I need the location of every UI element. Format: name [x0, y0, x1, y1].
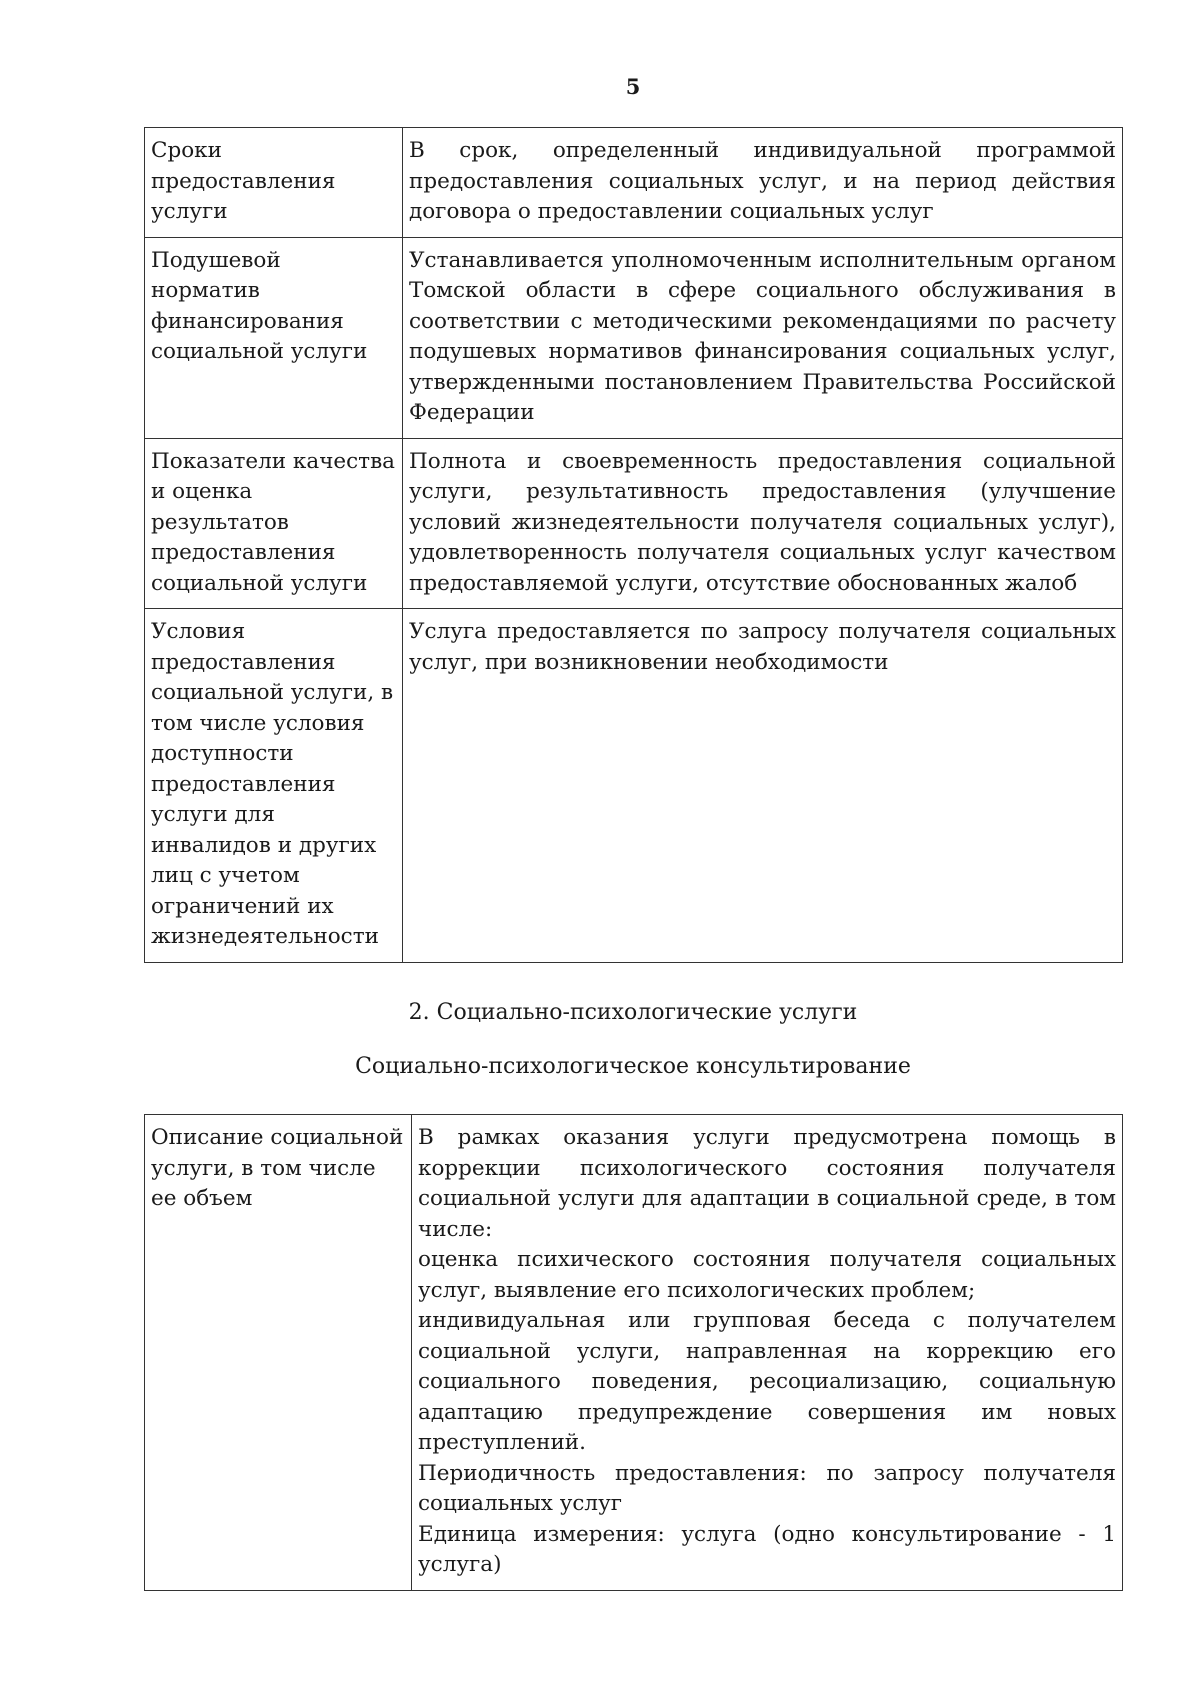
- value-paragraph: Полнота и своевременность предоставления социальной услуги, результативность предоставления (улучшение условий жизнедеятельности получателя социальных услуг), удовлетворенность получателя социальных услуг качеством предоставляемой услуги, отсутствие обоснованных жалоб: [409, 448, 1116, 596]
- value-paragraph: В срок, определенный индивидуальной программой предоставления социальных услуг, и на период действия договора о предоставлении социальных услуг: [409, 138, 1116, 224]
- service-description-table: [144, 1114, 1123, 1591]
- row-value: [403, 128, 1123, 238]
- value-paragraph: индивидуальная или групповая беседа с получателем социальной услуги, направленная на коррекцию его социального поведения, ресоциализацию, социальную адаптацию предупреждение совершения им новых преступлений.: [418, 1308, 1116, 1455]
- row-label: Подушевой норматив финансирования социальной услуги: [145, 237, 403, 438]
- table-row: [145, 609, 1123, 963]
- row-value: [403, 438, 1123, 609]
- value-paragraph: Устанавливается уполномоченным исполнительным органом Томской области в сфере социального обслуживания в соответствии с методическими рекомендациями по расчету подушевых нормативов финансирования социальных услуг, утвержденными постановлением Правительства Российской Федерации: [409, 247, 1116, 425]
- table-row: [145, 237, 1123, 438]
- value-paragraph: Услуга предоставляется по запросу получателя социальных услуг, при возникновении необходимости: [409, 619, 1116, 675]
- table-row: [145, 438, 1123, 609]
- row-value: [403, 609, 1123, 963]
- row-value: [412, 1115, 1123, 1591]
- row-value: [403, 237, 1123, 438]
- value-paragraph: оценка психического состояния получателя социальных услуг, выявление его психологических проблем;: [418, 1247, 1116, 1303]
- row-label: Описание социальной услуги, в том числе ее объем: [145, 1115, 412, 1591]
- service-conditions-table: [144, 127, 1123, 963]
- row-label: Сроки предоставления услуги: [145, 128, 403, 238]
- value-paragraph: Единица измерения: услуга (одно консультирование - 1 услуга): [418, 1521, 1116, 1577]
- section-heading: 2. Социально-психологические услуги: [408, 1000, 858, 1025]
- value-paragraph: В рамках оказания услуги предусмотрена помощь в коррекции психологического состояния получателя социальной услуги для адаптации в социальной среде, в том числе:: [418, 1125, 1116, 1242]
- table-row: [145, 1115, 1123, 1591]
- subsection-heading: Социально-психологическое консультирование: [355, 1054, 911, 1079]
- row-label: Показатели качества и оценка результатов предоставления социальной услуги: [145, 438, 403, 609]
- table-row: [145, 128, 1123, 238]
- value-paragraph: Периодичность предоставления: по запросу получателя социальных услуг: [418, 1460, 1116, 1516]
- page-number: 5: [625, 74, 641, 99]
- row-label: Условия предоставления социальной услуги, в том числе условия доступности предоставления услуги для инвалидов и других лиц с учетом ограничений их жизнедеятельности: [145, 609, 403, 963]
